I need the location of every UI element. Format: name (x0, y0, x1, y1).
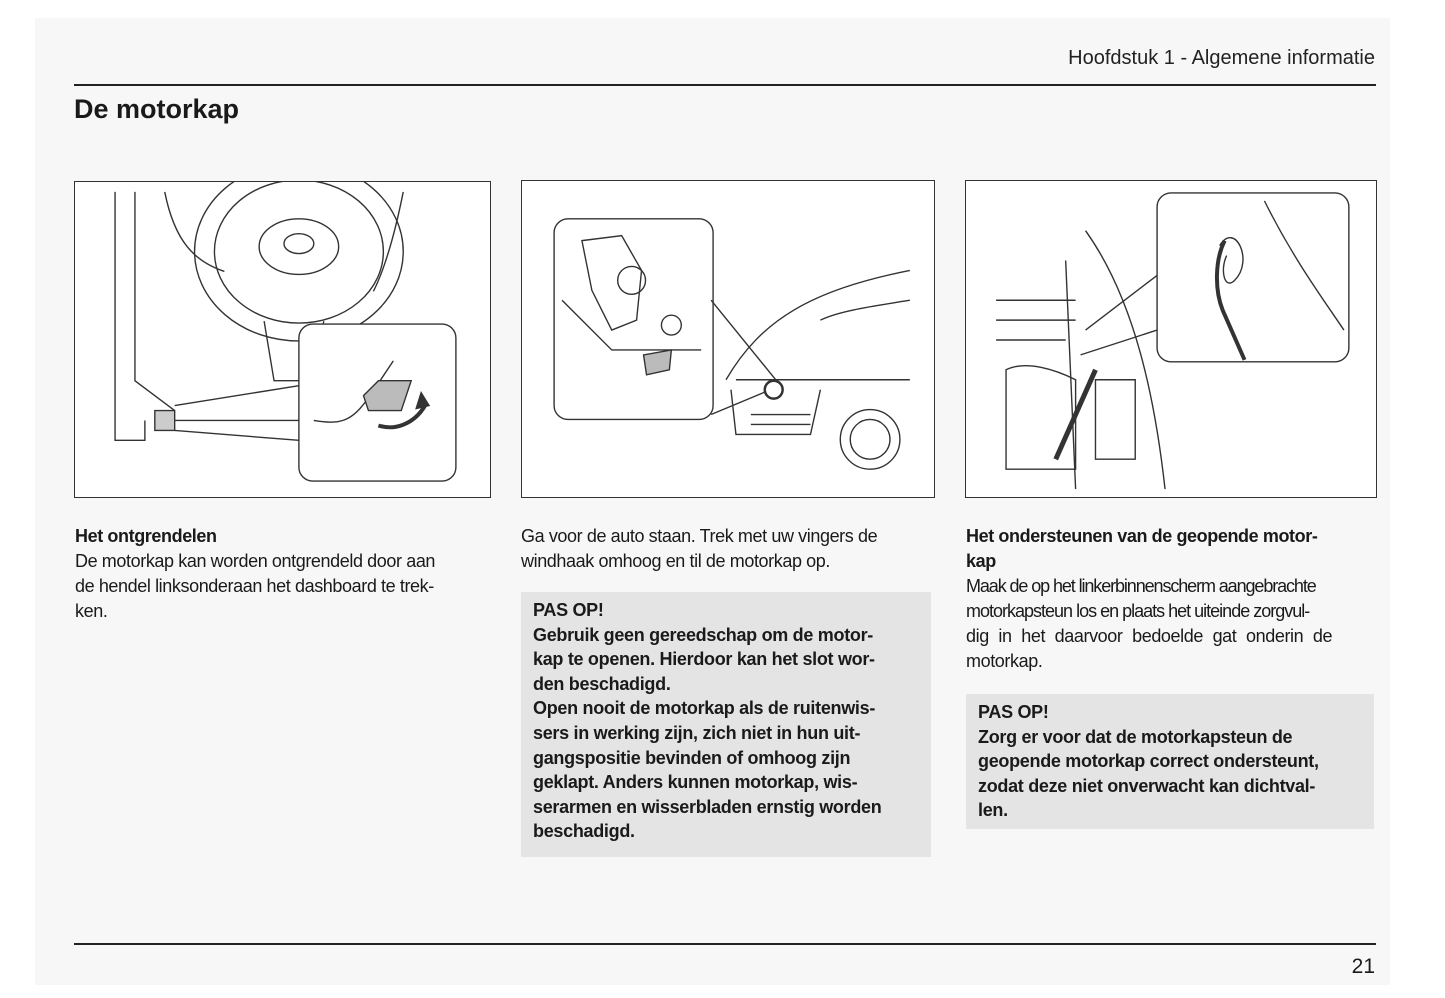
body-line: motorkapsteun los en plaats het uiteinde zorgvul- (966, 601, 1310, 621)
section-heading: Het ondersteunen van de geopende motor- (966, 526, 1318, 546)
section-open-hood (521, 524, 935, 574)
warning-line: beschadigd. (533, 821, 635, 842)
figure-dashboard-release-lever (74, 181, 491, 498)
warning-title: PAS OP! (978, 702, 1049, 722)
section-support (966, 524, 1378, 674)
body-line: De motorkap kan worden ontgrendeld door aan (75, 551, 436, 571)
warning-box (521, 592, 931, 857)
warning-line: geopende motorkap correct ondersteunt, (978, 751, 1319, 772)
page-number: 21 (1351, 955, 1375, 978)
figure-hood-latch (521, 180, 935, 498)
figure-hood-support-rod (965, 180, 1377, 498)
body-line: de hendel linksonderaan het dashboard te trek- (75, 576, 434, 596)
warning-line: zodat deze niet onverwacht kan dichtval- (978, 775, 1316, 796)
body-line: Ga voor de auto staan. Trek met uw vingers de (521, 526, 878, 546)
warning-line: gangspositie bevinden of omhoog zijn (533, 747, 851, 768)
warning-line: kap te openen. Hierdoor kan het slot wor- (533, 649, 875, 670)
section-unlocking (75, 524, 495, 624)
body-line: ken. (75, 601, 108, 621)
warning-line: geklapt. Anders kunnen motorkap, wis- (533, 772, 858, 793)
warning-line: Gebruik geen gereedschap om de motor- (533, 624, 873, 645)
warning-title: PAS OP! (533, 600, 604, 620)
body-line: windhaak omhoog en til de motorkap op. (521, 551, 831, 571)
chapter-header: Hoofdstuk 1 - Algemene informatie (1068, 47, 1375, 69)
body-line: Maak de op het linkerbinnenscherm aangebrachte (966, 576, 1316, 596)
warning-line: serarmen en wisserbladen ernstig worden (533, 796, 882, 817)
warning-line: Zorg er voor dat de motorkapsteun de (978, 726, 1293, 747)
section-heading: Het ontgrendelen (75, 526, 217, 546)
top-rule (74, 84, 1376, 86)
warning-box (966, 694, 1374, 829)
body-line: dig in het daarvoor bedoelde gat onderin de (966, 626, 1333, 646)
section-heading: kap (966, 551, 996, 571)
warning-line: sers in werking zijn, zich niet in hun uit- (533, 722, 861, 743)
body-line: motorkap. (966, 651, 1043, 671)
warning-line: den beschadigd. (533, 673, 671, 694)
page-title: De motorkap (74, 94, 240, 124)
warning-line: len. (978, 800, 1008, 821)
bottom-rule (74, 943, 1376, 945)
warning-line: Open nooit de motorkap als de ruitenwis- (533, 698, 876, 719)
